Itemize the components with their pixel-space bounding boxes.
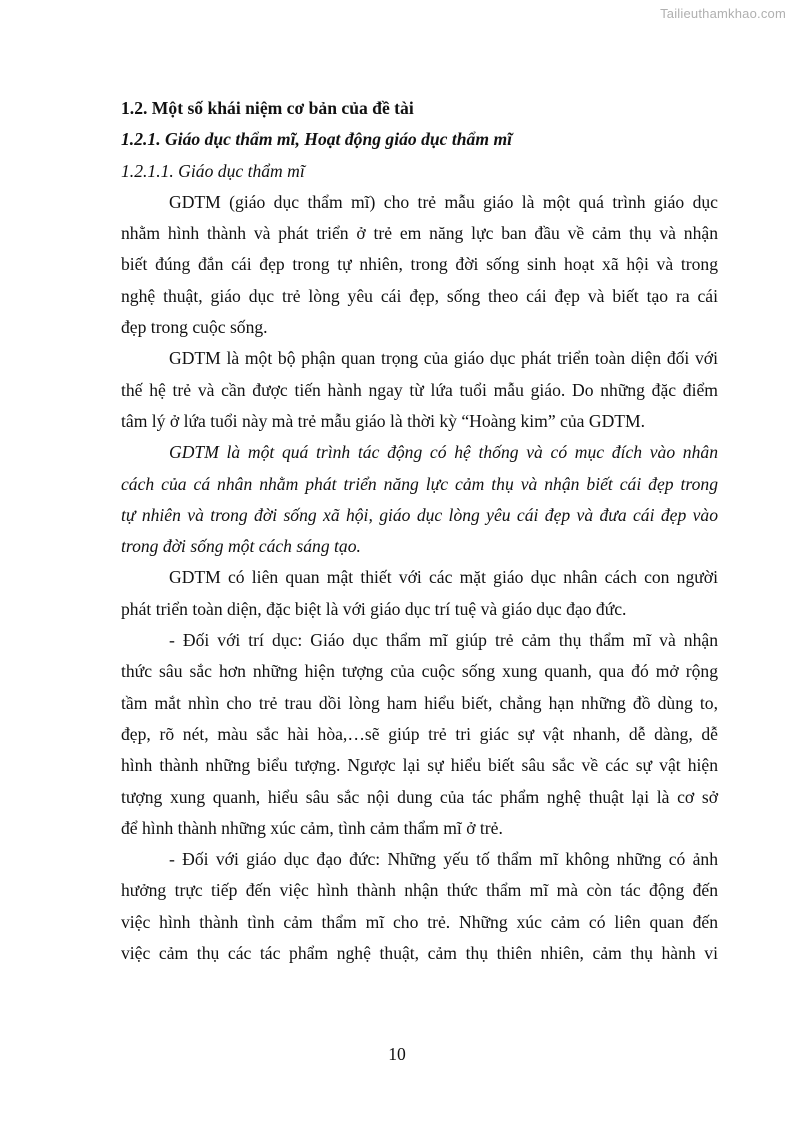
paragraph-relation [121, 562, 718, 625]
section-heading: 1.2. Một số khái niệm cơ bản của đề tài [121, 98, 414, 118]
paragraph-line: tự nhiên và trong đời sống xã hội, giáo dục lòng yêu cái đẹp và đưa cái đẹp vào [121, 504, 718, 525]
paragraph-line: đẹp trong cuộc sống. [121, 317, 268, 338]
paragraph-intellectual [121, 625, 718, 844]
paragraph-line: tâm lý ở lứa tuổi này mà trẻ mẫu giáo là thời kỳ “Hoàng kim” của GDTM. [121, 410, 646, 431]
paragraph-line: tầm mắt nhìn cho trẻ trau dồi lòng ham hiểu biết, chẳng hạn những đồ dùng to, [121, 692, 718, 713]
paragraph-line: hình thành những biểu tượng. Ngược lại sự hiểu biết sâu sắc về các sự vật hiện [121, 755, 718, 776]
paragraph-line: nghệ thuật, giáo dục trẻ lòng yêu cái đẹp, sống theo cái đẹp và biết tạo ra cái [121, 285, 718, 306]
paragraph-line: cách của cá nhân nhằm phát triển năng lực cảm thụ và nhận biết cái đẹp trong [121, 473, 718, 494]
document-body [121, 93, 718, 969]
paragraph-line: để hình thành những xúc cảm, tình cảm thẩm mĩ ở trẻ. [121, 817, 503, 838]
paragraph-line: phát triển toàn diện, đặc biệt là với giáo dục trí tuệ và giáo dục đạo đức. [121, 598, 627, 619]
paragraph-italic-definition [121, 437, 718, 562]
paragraph-line: - Đối với trí dục: Giáo dục thẩm mĩ giúp trẻ cảm thụ thẩm mĩ và nhận [169, 630, 718, 651]
paragraph-line: GDTM là một bộ phận quan trọng của giáo dục phát triển toàn diện đối với [169, 348, 718, 369]
paragraph-line: GDTM (giáo dục thẩm mĩ) cho trẻ mẫu giáo là một quá trình giáo dục [169, 191, 718, 212]
watermark: Tailieuthamkhao.com [660, 6, 786, 21]
paragraph-line: GDTM có liên quan mật thiết với các mặt giáo dục nhân cách con người [169, 567, 718, 588]
subsubsection-heading: 1.2.1.1. Giáo dục thẩm mĩ [121, 160, 305, 181]
paragraph-line: đẹp, rõ nét, màu sắc hài hòa,…sẽ giúp trẻ tri giác sự vật nhanh, dễ dàng, dễ [121, 723, 718, 744]
page-number: 10 [388, 1044, 406, 1064]
paragraph-line: biết đúng đắn cái đẹp trong tự nhiên, trong đời sống sinh hoạt xã hội và trong [121, 254, 718, 275]
paragraph-line: GDTM là một quá trình tác động có hệ thống và có mục đích vào nhân [169, 442, 718, 463]
paragraph-line: hưởng trực tiếp đến việc hình thành nhận thức thẩm mĩ mà còn tác động đến [121, 880, 718, 901]
paragraph-line: việc hình thành tình cảm thẩm mĩ cho trẻ. Những xúc cảm có liên quan đến [121, 911, 718, 932]
paragraph-line: thế hệ trẻ và cần được tiến hành ngay từ lứa tuổi mẫu giáo. Do những đặc điểm [121, 379, 718, 400]
subsection-heading: 1.2.1. Giáo dục thẩm mĩ, Hoạt động giáo dục thẩm mĩ [121, 129, 513, 150]
paragraph-line: tượng xung quanh, hiểu sâu sắc nội dung của tác phẩm nghệ thuật lại là cơ sở [121, 786, 718, 807]
paragraph-line: trong đời sống một cách sáng tạo. [121, 536, 361, 557]
paragraph-definition [121, 187, 718, 343]
paragraph-line: nhằm hình thành và phát triển ở trẻ em năng lực ban đầu về cảm thụ và nhận [121, 223, 718, 244]
paragraph-importance [121, 343, 718, 437]
paragraph-line: thức sâu sắc hơn những hiện tượng của cuộc sống xung quanh, qua đó mở rộng [121, 661, 718, 682]
paragraph-moral [121, 844, 718, 969]
paragraph-line: - Đối với giáo dục đạo đức: Những yếu tố thẩm mĩ không những có ảnh [169, 849, 718, 870]
paragraph-line: việc cảm thụ các tác phẩm nghệ thuật, cảm thụ thiên nhiên, cảm thụ hành vi [121, 943, 718, 964]
